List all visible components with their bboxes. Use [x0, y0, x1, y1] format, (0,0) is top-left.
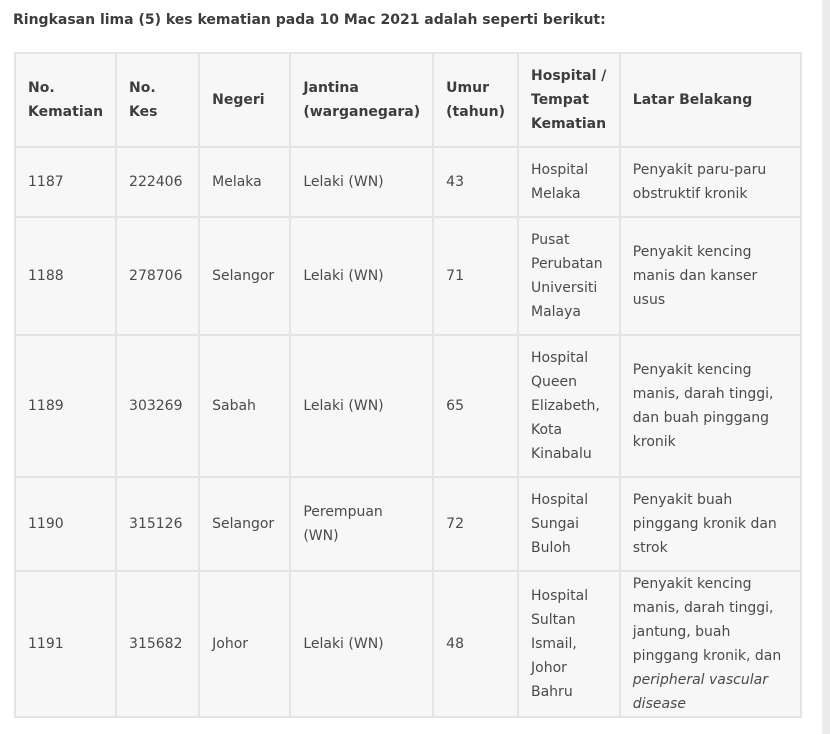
cell-hospital: Hospital Sultan Ismail, Johor Bahru [518, 571, 620, 717]
header-background: Latar Belakang [620, 53, 801, 147]
cell-case-no: 315682 [116, 571, 199, 717]
header-state: Negeri [199, 53, 290, 147]
cell-state: Selangor [199, 477, 290, 571]
table-row [15, 217, 801, 335]
table-row [15, 147, 801, 217]
cell-age: 43 [433, 147, 518, 217]
header-age: Umur (tahun) [433, 53, 518, 147]
cell-case-no: 315126 [116, 477, 199, 571]
cell-case-no: 222406 [116, 147, 199, 217]
cell-gender: Lelaki (WN) [290, 147, 433, 217]
cell-age: 72 [433, 477, 518, 571]
table-row [15, 571, 801, 717]
cell-age: 65 [433, 335, 518, 477]
header-hospital: Hospital / Tempat Kematian [518, 53, 620, 147]
cell-hospital: Pusat Perubatan Universiti Malaya [518, 217, 620, 335]
table-row [15, 335, 801, 477]
background-italic-text: peripheral vascular disease [632, 672, 768, 712]
cell-death-no: 1187 [15, 147, 116, 217]
cell-hospital: Hospital Melaka [518, 147, 620, 217]
cell-state: Melaka [199, 147, 290, 217]
cell-state: Selangor [199, 217, 290, 335]
cell-age: 48 [433, 571, 518, 717]
header-death-no: No. Kematian [15, 53, 116, 147]
page-heading: Ringkasan lima (5) kes kematian pada 10 Mac 2021 adalah seperti berikut: [13, 12, 606, 28]
cell-age: 71 [433, 217, 518, 335]
cell-gender: Lelaki (WN) [290, 335, 433, 477]
cell-background [620, 571, 801, 717]
cell-death-no: 1191 [15, 571, 116, 717]
cell-background: Penyakit kencing manis dan kanser usus [620, 217, 801, 335]
cell-gender: Perempuan (WN) [290, 477, 433, 571]
table-row [15, 477, 801, 571]
cell-state: Johor [199, 571, 290, 717]
cell-hospital: Hospital Sungai Buloh [518, 477, 620, 571]
cell-case-no: 303269 [116, 335, 199, 477]
cell-background: Penyakit kencing manis, darah tinggi, dan buah pinggang kronik [620, 335, 801, 477]
cell-gender: Lelaki (WN) [290, 217, 433, 335]
death-summary-table [14, 52, 802, 718]
cell-state: Sabah [199, 335, 290, 477]
cell-background: Penyakit paru-paru obstruktif kronik [620, 147, 801, 217]
cell-death-no: 1190 [15, 477, 116, 571]
background-text: Penyakit kencing manis, darah tinggi, jantung, buah pinggang kronik, dan [632, 576, 782, 664]
cell-gender: Lelaki (WN) [290, 571, 433, 717]
header-case-no: No. Kes [116, 53, 199, 147]
table-header-row [15, 53, 801, 147]
cell-case-no: 278706 [116, 217, 199, 335]
header-gender: Jantina (warganegara) [290, 53, 433, 147]
cell-death-no: 1188 [15, 217, 116, 335]
cell-background: Penyakit buah pinggang kronik dan strok [620, 477, 801, 571]
cell-hospital: Hospital Queen Elizabeth, Kota Kinabalu [518, 335, 620, 477]
scrollbar[interactable] [822, 0, 830, 734]
cell-death-no: 1189 [15, 335, 116, 477]
